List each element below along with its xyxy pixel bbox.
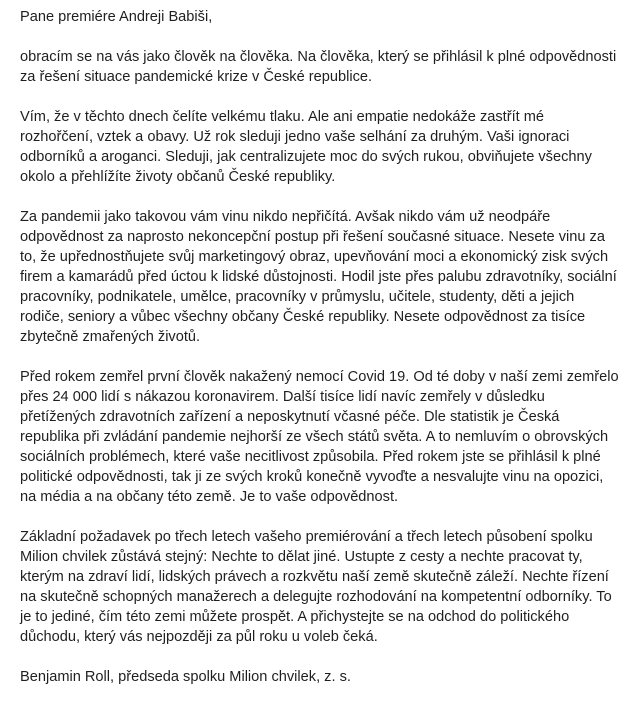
letter-paragraph-4: Před rokem zemřel první člověk nakažený nemocí Covid 19. Od té doby v naší zemi zemřelo přes 24 000 lidí s nákazou koronavirem. Další tisíce lidí navíc zemřely v důsledku přetížených zdravotních zařízení a neposkytnutí včasné péče. Dle statistik je Česká republika při zvládání pandemie nejhorší ze všech států světa. A to nemluvím o obrovských sociálních problémech, které vaše necitlivost způsobila. Před rokem jste se přihlásil k plné politické odpovědnosti, tak ji ze svých kroků konečně vyvoďte a nesvalujte vinu na opozici, na média a na občany této země. Je to vaše odpovědnost. bbox=[20, 369, 619, 505]
letter-paragraph-2: Vím, že v těchto dnech čelíte velkému tlaku. Ale ani empatie nedokáže zastřít mé rozhořčení, vztek a obavy. Už rok sleduji jedno vaše selhání za druhým. Vaši ignoraci odborníků a aroganci. Sleduji, jak centralizujete moc do svých rukou, obviňujete všechny okolo a přehlížíte životy občanů České republiky. bbox=[20, 109, 592, 185]
letter-paragraph-3: Za pandemii jako takovou vám vinu nikdo nepřičítá. Avšak nikdo vám už neodpáře odpovědnost za naprosto nekoncepční postup při řešení současné situace. Nesete vinu za to, že upřednostňujete svůj marketingový obraz, upevňování moci a ekonomický zisk svých firem a kamarádů před úctou k lidské důstojnosti. Hodil jste přes palubu zdravotníky, sociální pracovníky, podnikatele, umělce, pracovníky v průmyslu, učitele, studenty, děti a jejich rodiče, seniory a vůbec všechny občany České republiky. Nesete odpovědnost za tisíce zbytečně zmařených životů. bbox=[20, 209, 617, 345]
letter-salutation: Pane premiére Andreji Babiši, bbox=[20, 9, 213, 25]
open-letter bbox=[20, 7, 620, 687]
letter-signature: Benjamin Roll, předseda spolku Milion chvilek, z. s. bbox=[20, 669, 351, 685]
letter-paragraph-5: Základní požadavek po třech letech vašeho premiérování a třech letech působení spolku Milion chvilek zůstává stejný: Nechte to dělat jiné. Ustupte z cesty a nechte pracovat ty, kterým na zdraví lidí, lidských právech a rozkvětu naší země skutečně záleží. Nechte řízení na skutečně schopných manažerech a delegujte rozhodování na kompetentní odborníky. To je to jediné, čím této zemi můžete prospět. A přichystejte se na odchod do politického důchodu, který vás nejpozději za půl roku u voleb čeká. bbox=[20, 529, 612, 645]
letter-paragraph-1: obracím se na vás jako člověk na člověka. Na člověka, který se přihlásil k plné odpovědnosti za řešení situace pandemické krize v České republice. bbox=[20, 49, 617, 85]
